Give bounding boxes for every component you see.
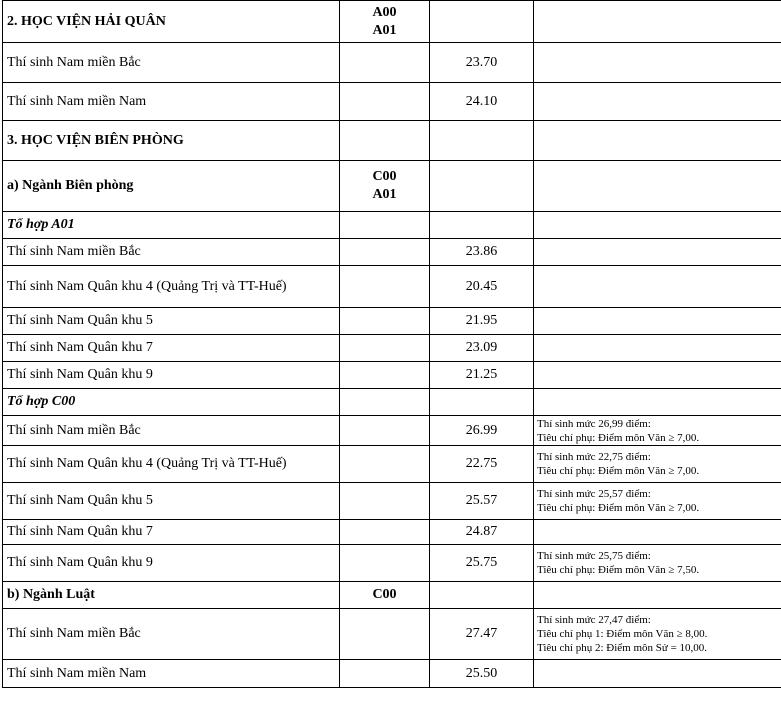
table-row [3,520,781,545]
row-label: 2. HỌC VIỆN HẢI QUÂN [3,1,340,43]
subject-combination-code: A01 [372,187,397,202]
subject-combination-code: C00 [372,169,397,184]
row-label: Tổ hợp C00 [3,389,340,416]
row-label: Thí sinh Nam miền Bắc [3,609,340,660]
row-label: Thí sinh Nam Quân khu 5 [3,308,340,335]
row-label: Tổ hợp A01 [3,212,340,239]
tiebreak-note-cell [534,582,781,609]
row-label: Thí sinh Nam miền Bắc [3,239,340,266]
row-label: Thí sinh Nam Quân khu 9 [3,362,340,389]
subject-combination-cell [340,362,430,389]
table-row [3,239,781,266]
subject-combination-cell [340,43,430,83]
tiebreak-note-line: Tiêu chí phụ 1: Điểm môn Văn ≥ 8,00. [537,628,708,640]
table-row [3,362,781,389]
subject-combination-cell [340,239,430,266]
cutoff-score: 25.75 [430,545,534,582]
subject-combination-cell [340,308,430,335]
tiebreak-note-cell [534,660,781,688]
table-row [3,266,781,308]
cutoff-score [430,121,534,161]
subject-combination-cell [340,389,430,416]
tiebreak-note-cell [534,335,781,362]
table-row [3,121,781,161]
tiebreak-note-cell [534,308,781,335]
subject-combination-code: A00 [372,4,397,20]
row-label: Thí sinh Nam Quân khu 5 [3,483,340,520]
subject-combination-cell [340,83,430,121]
row-label: Thí sinh Nam Quân khu 4 (Quảng Trị và TT-Huế) [3,266,340,308]
row-label: Thí sinh Nam Quân khu 7 [3,520,340,545]
table-row [3,43,781,83]
tiebreak-note-cell [534,43,781,83]
cutoff-score [430,389,534,416]
cutoff-score [430,161,534,212]
cutoff-score [430,582,534,609]
row-label: Thí sinh Nam Quân khu 7 [3,335,340,362]
tiebreak-note-line: Thí sinh mức 25,57 điểm: [537,488,651,500]
cutoff-score [430,1,534,43]
tiebreak-note-cell [534,266,781,308]
cutoff-score: 21.95 [430,308,534,335]
cutoff-score: 23.86 [430,239,534,266]
cutoff-score: 25.57 [430,483,534,520]
admission-score-table [2,0,781,688]
row-label: b) Ngành Luật [3,582,340,609]
tiebreak-note-cell [534,1,781,43]
table-row [3,483,781,520]
subject-combination-cell [340,582,430,609]
subject-combination-cell [340,609,430,660]
tiebreak-note-line: Tiêu chí phụ: Điểm môn Văn ≥ 7,50. [537,564,700,576]
row-label: a) Ngành Biên phòng [3,161,340,212]
table-row [3,416,781,446]
subject-combination-cell [340,212,430,239]
subject-combination-cell [340,335,430,362]
row-label: Thí sinh Nam miền Bắc [3,43,340,83]
cutoff-score: 24.87 [430,520,534,545]
subject-combination-cell [340,266,430,308]
table-row [3,83,781,121]
tiebreak-note-line: Tiêu chí phụ: Điểm môn Văn ≥ 7,00. [537,502,700,514]
subject-combination-cell [340,520,430,545]
cutoff-score: 23.70 [430,43,534,83]
cutoff-score: 23.09 [430,335,534,362]
table-row [3,308,781,335]
tiebreak-note-line: Thí sinh mức 27,47 điểm: [537,614,651,626]
table-row [3,161,781,212]
tiebreak-note-line: Thí sinh mức 22,75 điểm: [537,451,651,463]
subject-combination-code: C00 [372,587,397,602]
table-row [3,660,781,688]
table-row [3,212,781,239]
table-row [3,389,781,416]
cutoff-score: 22.75 [430,446,534,483]
table-row [3,609,781,660]
cutoff-score: 25.50 [430,660,534,688]
tiebreak-note-line: Thí sinh mức 25,75 điểm: [537,550,651,562]
subject-combination-cell [340,660,430,688]
subject-combination-cell [340,483,430,520]
tiebreak-note-cell [534,446,781,483]
cutoff-score: 26.99 [430,416,534,446]
row-label: Thí sinh Nam miền Nam [3,83,340,121]
tiebreak-note-cell [534,545,781,582]
cutoff-score: 21.25 [430,362,534,389]
tiebreak-note-cell [534,389,781,416]
tiebreak-note-cell [534,520,781,545]
cutoff-score: 27.47 [430,609,534,660]
cutoff-score: 24.10 [430,83,534,121]
row-label: Thí sinh Nam Quân khu 4 (Quảng Trị và TT-Huế) [3,446,340,483]
tiebreak-note-cell [534,609,781,660]
tiebreak-note-cell [534,239,781,266]
tiebreak-note-cell [534,161,781,212]
subject-combination-cell [340,545,430,582]
row-label: 3. HỌC VIỆN BIÊN PHÒNG [3,121,340,161]
subject-combination-cell [340,121,430,161]
subject-combination-cell [340,446,430,483]
tiebreak-note-line: Thí sinh mức 26,99 điểm: [537,417,651,430]
tiebreak-note-cell [534,83,781,121]
cutoff-score: 20.45 [430,266,534,308]
tiebreak-note-line: Tiêu chí phụ 2: Điểm môn Sử = 10,00. [537,642,708,654]
tiebreak-note-cell [534,362,781,389]
tiebreak-note-cell [534,483,781,520]
subject-combination-cell [340,416,430,446]
subject-combination-cell [340,1,430,43]
tiebreak-note-cell [534,212,781,239]
cutoff-score [430,212,534,239]
row-label: Thí sinh Nam miền Nam [3,660,340,688]
row-label: Thí sinh Nam miền Bắc [3,416,340,446]
subject-combination-code: A01 [372,22,397,38]
tiebreak-note-cell [534,121,781,161]
table-row [3,1,781,43]
table-row [3,582,781,609]
table-row [3,446,781,483]
tiebreak-note-cell [534,416,781,446]
tiebreak-note-line: Tiêu chí phụ: Điểm môn Văn ≥ 7,00. [537,465,700,477]
subject-combination-cell [340,161,430,212]
table-row [3,335,781,362]
row-label: Thí sinh Nam Quân khu 9 [3,545,340,582]
tiebreak-note-line: Tiêu chí phụ: Điểm môn Văn ≥ 7,00. [537,431,700,444]
table-row [3,545,781,582]
